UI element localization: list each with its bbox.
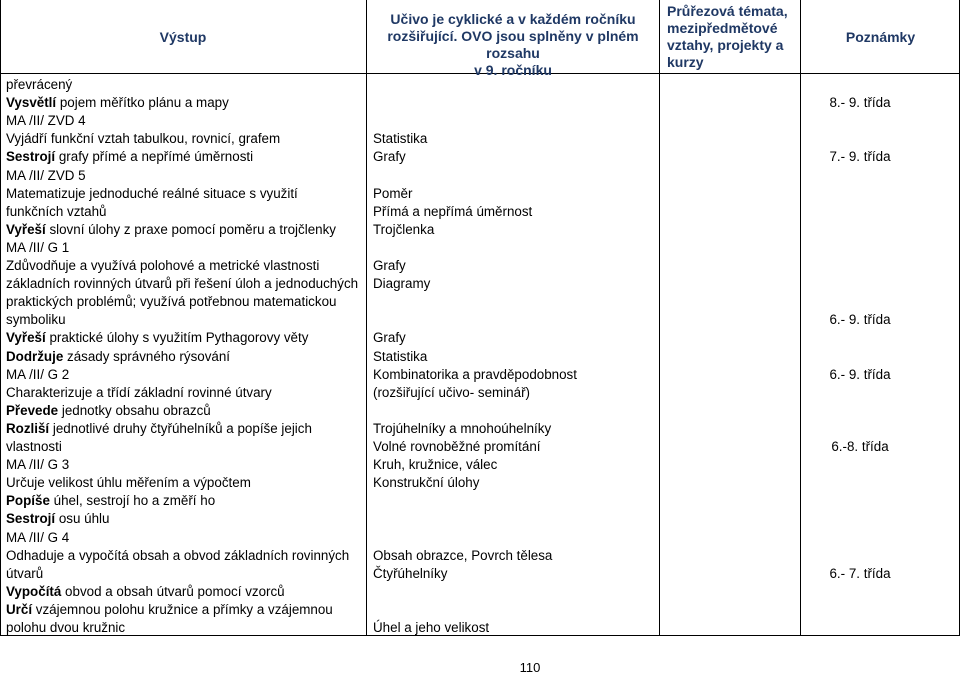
curriculum-item: Diagramy [373,276,431,292]
output-line: Matematizuje jednoduché reálné situace s využití [6,185,298,201]
output-line: Rozliší jednotlivé druhy čtyřúhelníků a popíše jejich [6,420,312,436]
output-verb: Popíše [6,493,50,509]
output-line: MA /II/ G 1 [6,239,70,255]
output-line: Vyřeší praktické úlohy s využitím Pythagorovy věty [6,330,309,346]
output-line: Určuje velikost úhlu měřením a výpočtem [6,475,251,491]
curriculum-item: Trojúhelníky a mnohoúhelníky [373,420,552,436]
curriculum-item: Statistika [373,348,428,364]
curriculum-item: Grafy [373,330,406,346]
grade-note: 6.- 9. třída [829,366,891,382]
output-line: Vysvětlí pojem měřítko plánu a mapy [6,95,229,111]
header-notes: Poznámky [845,29,916,45]
output-line: MA /II/ G 3 [6,457,70,473]
output-line: MA /II/ ZVD 4 [6,113,86,129]
output-line: Sestrojí grafy přímé a nepřímé úměrnosti [6,149,254,165]
output-line: Popíše úhel, sestrojí ho a změří ho [6,493,216,509]
output-verb: Převede [6,402,59,418]
grade-note: 6.- 7. třída [829,565,891,581]
curriculum-item: Obsah obrazce, Povrch tělesa [373,547,553,563]
curriculum-item: Statistika [373,131,428,147]
output-verb: Dodržuje [6,348,64,364]
grade-note: 8.- 9. třída [829,95,891,111]
output-line: základních rovinných útvarů při řešení úloh a jednoduchých [6,276,359,292]
output-line: Vyjádří funkční vztah tabulkou, rovnicí, grafem [6,131,281,147]
output-line: Vypočítá obvod a obsah útvarů pomocí vzorců [6,583,285,599]
output-verb: Vypočítá [6,583,62,599]
curriculum-item: (rozšiřující učivo- seminář) [373,384,530,400]
curriculum-item: Čtyřúhelníky [373,565,448,581]
output-verb: Určí [6,601,33,617]
output-line: MA /II/ ZVD 5 [6,167,86,183]
header-curriculum: Učivo je cyklické a v každém ročníku rozšiřující. OVO jsou splněny v plném rozsahu v 9. ročníku [387,11,639,78]
output-line: Určí vzájemnou polohu kružnice a přímky a vzájemnou [6,601,333,617]
output-verb: Vyřeší [6,221,46,237]
output-line: převrácený [6,77,73,92]
output-verb: Vysvětlí [6,95,57,111]
output-line: vlastnosti [6,439,62,454]
curriculum-item: Grafy [373,258,406,273]
output-line: Charakterizuje a třídí základní rovinné útvary [6,384,272,400]
curriculum-item: Konstrukční úlohy [373,475,480,491]
output-verb: Sestrojí [6,511,56,527]
output-line: Dodržuje zásady správného rýsování [6,348,231,364]
output-verb: Sestrojí [6,149,56,165]
output-line: Zdůvodňuje a využívá polohové a metrické vlastnosti [6,258,320,273]
curriculum-item: Poměr [373,185,413,201]
output-line: praktických problémů; využívá potřebnou matematickou [6,294,337,310]
header-output: Výstup [159,29,207,45]
header-themes: Průřezová témata, mezipředmětové vztahy, projekty a kurzy [667,3,788,70]
curriculum-item: Přímá a nepřímá úměrnost [373,203,533,219]
output-line: Vyřeší slovní úlohy z praxe pomocí poměru a trojčlenky [6,221,336,237]
output-line: funkčních vztahů [6,203,107,219]
output-line: Převede jednotky obsahu obrazců [6,402,211,418]
output-line: Sestrojí osu úhlu [6,511,110,527]
curriculum-item: Volné rovnoběžné promítání [373,439,541,454]
curriculum-item: Kombinatorika a pravděpodobnost [373,366,577,382]
output-verb: Rozliší [6,420,50,436]
curriculum-item: Trojčlenka [373,221,435,237]
curriculum-item: Kruh, kružnice, válec [373,457,498,473]
output-line: symboliku [6,312,66,328]
output-line: polohu dvou kružnic [6,620,126,635]
curriculum-item: Grafy [373,149,406,165]
output-verb: Vyřeší [6,330,46,346]
grade-note: 6.-8. třída [831,439,889,454]
output-line: MA /II/ G 2 [6,366,70,382]
page-number: 110 [519,660,541,675]
output-line: MA /II/ G 4 [6,529,70,545]
grade-note: 6.- 9. třída [829,312,891,328]
grade-note: 7.- 9. třída [829,149,891,165]
output-line: útvarů [6,565,44,581]
output-line: Odhaduje a vypočítá obsah a obvod základních rovinných [6,547,350,563]
curriculum-item: Úhel a jeho velikost [373,620,490,635]
